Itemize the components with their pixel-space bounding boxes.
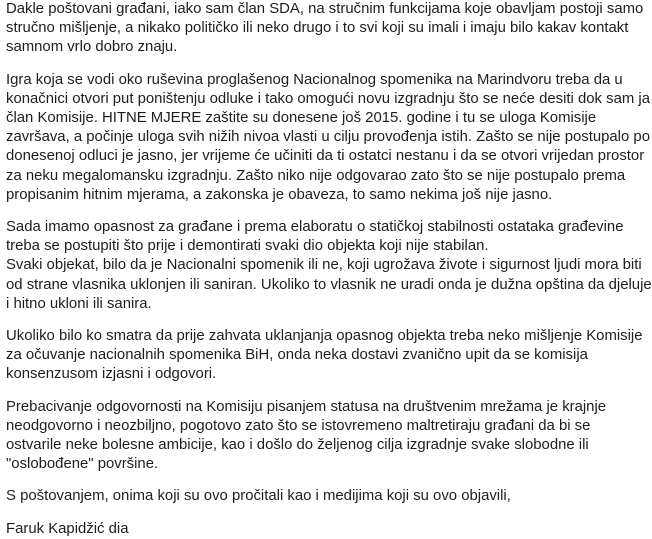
text-line: samnom vrlo dobro znaju. — [6, 39, 178, 56]
paragraph-4 — [6, 327, 643, 385]
text-line: Prebacivanje odgovornosti na Komisiju pisanjem statusa na društvenim mrežama je krajnje — [6, 398, 607, 415]
text-line: Faruk Kapidžić dia — [6, 520, 129, 537]
paragraph-1 — [6, 0, 644, 58]
text-line: treba se postupiti što prije i demontirati svaki dio objekta koji nije stabilan. — [6, 238, 489, 255]
signature — [6, 520, 626, 539]
text-line: za neku megalomansku izgradnju. Zašto niko nije odgovarao zato što se nije postupalo prema — [6, 167, 626, 184]
text-line: za očuvanje nacionalnih spomenika BiH, onda neka dostavi zvanično upit da se komisija — [6, 347, 588, 364]
text-line: Svaki objekat, bilo da je Nacionalni spomenik ili ne, koji ugrožava živote i sigurnost ljudi mora biti — [6, 257, 642, 274]
text-line: Ukoliko bilo ko smatra da prije zahvata uklanjanja opasnog objekta treba neko mišljenje Komisije — [6, 328, 643, 345]
text-line: S poštovanjem, onima koji su ovo pročitali kao i medijima koji su ovo objavili, — [6, 488, 511, 505]
text-line: stručno mišljenje, a nikako političko ili neko drugo i to svi koji su imali i imaju bilo kakav kontakt — [6, 20, 629, 37]
text-line: Igra koja se vodi oko ruševina proglašenog Nacionalnog spomenika na Marindvoru treba da u — [6, 71, 623, 88]
text-line: završava, a počinje uloga svih nižih nivoa vlasti u cilju provođenja istih. Zašto se nije postupalo po — [6, 129, 650, 146]
text-line: i hitno ukloni ili sanira. — [6, 295, 152, 312]
text-line: Sada imamo opasnost za građane i prema elaboratu o statičkoj stabilnosti ostataka građevine — [6, 219, 624, 236]
text-line: ostvarile neke bolesne ambicije, kao i došlo do željenog cilja izgradnje svake slobodne ili — [6, 437, 589, 454]
text-line: član Komisije. HITNE MJERE zaštite su donesene još 2015. godine i tu se uloga Komisije — [6, 110, 597, 127]
paragraph-2 — [6, 71, 650, 205]
text-line: Dakle poštovani građani, iako sam član SDA, na stručnim funkcijama koje obavljam postoji samo — [6, 1, 644, 17]
text-line: neodgovorno i neozbiljno, pogotovo zato što se istovremeno maltretiraju građani da bi se — [6, 417, 591, 434]
text-line: donesenoj odluci je jasno, jer vrijeme će učiniti da ti ostatci nestanu i da se otvori vrijedan prostor — [6, 148, 645, 165]
text-line: konačnici otvori put poništenju odluke i tako omogući novu izgradnju što se neće desiti dok sam ja — [6, 90, 650, 107]
text-line: "oslobođene" površine. — [6, 456, 159, 473]
text-line: od strane vlasnika uklonjen ili saniran. Ukoliko to vlasnik ne uradi onda je dužna opština da djeluje — [6, 276, 652, 293]
paragraph-5 — [6, 398, 626, 475]
closing-line — [6, 487, 626, 506]
text-line: propisanim hitnim mjerama, a zakonska je obaveza, to samo nekima još nije jasno. — [6, 186, 553, 203]
text-line: konsenzusom izjasni i odgovori. — [6, 366, 217, 383]
paragraph-3 — [6, 218, 652, 314]
